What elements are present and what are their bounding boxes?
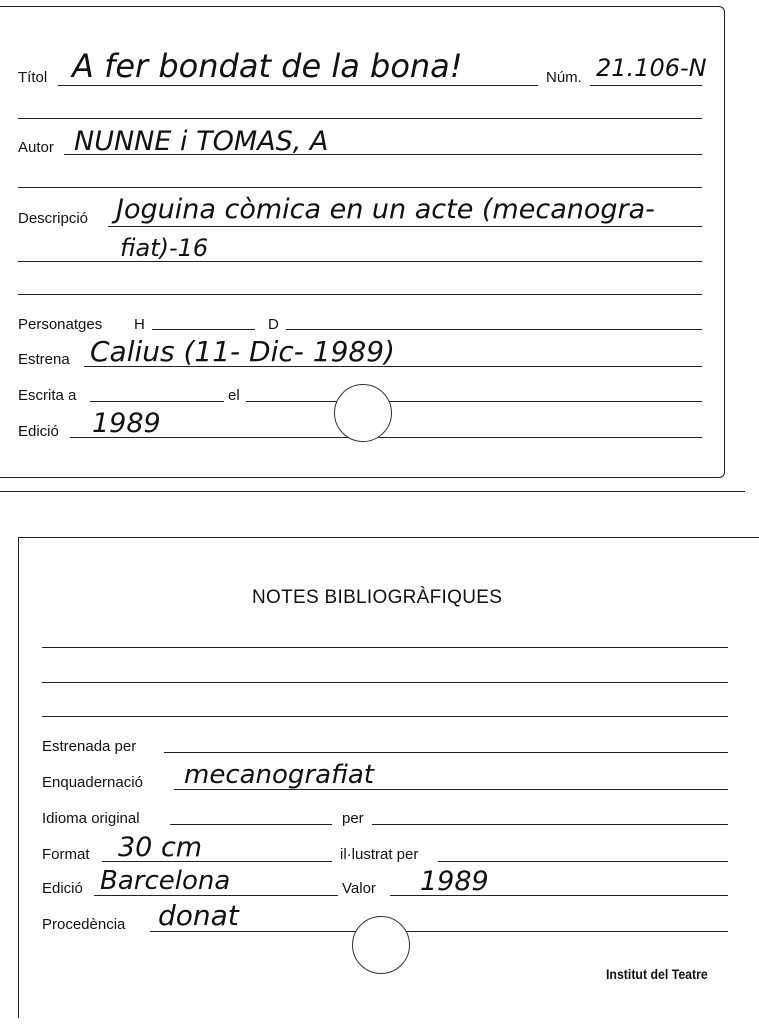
descripcio-value-2: fiat)-16 <box>120 234 209 262</box>
edicio-label: Edició <box>18 423 59 440</box>
procedencia-value: donat <box>158 899 239 932</box>
institution-name: Institut del Teatre <box>606 966 708 982</box>
personatges-label: Personatges <box>18 316 103 333</box>
procedencia-label: Procedència <box>42 916 126 933</box>
separator-line <box>0 491 745 492</box>
d-label: D <box>268 316 279 333</box>
per-label: per <box>342 810 364 827</box>
punch-hole <box>334 384 392 442</box>
notes-line <box>42 647 728 648</box>
illustrat-label: il·lustrat per <box>340 846 419 863</box>
idioma-line <box>170 824 332 825</box>
valor-label: Valor <box>342 880 376 897</box>
titol-value: A fer bondat de la bona! <box>72 47 463 85</box>
enquadernacio-label: Enquadernació <box>42 774 143 791</box>
card-title: NOTES BIBLIOGRÀFIQUES <box>252 587 503 608</box>
estrena-label: Estrena <box>18 351 70 368</box>
num-value: 21.106-N <box>596 54 707 82</box>
edicio2-value: Barcelona <box>100 866 231 896</box>
descripcio-value-1: Joguina còmica en un acte (mecanogra- <box>116 194 655 225</box>
format-value: 30 cm <box>118 832 203 863</box>
titol-line <box>58 85 538 86</box>
h-label: H <box>134 316 145 333</box>
escrita-label: Escrita a <box>18 387 77 404</box>
descripcio-label: Descripció <box>18 210 89 227</box>
titol-label: Títol <box>18 69 48 86</box>
notes-line <box>42 716 728 717</box>
el-label: el <box>228 387 240 404</box>
autor-label: Autor <box>18 139 54 156</box>
el-line <box>246 401 702 402</box>
notes-line <box>42 682 728 683</box>
blank-line <box>18 118 702 119</box>
d-line <box>286 329 702 330</box>
edicio-line <box>70 437 702 438</box>
punch-hole <box>352 916 410 974</box>
num-label: Núm. <box>546 69 582 86</box>
blank-line <box>18 187 702 188</box>
estrenada-label: Estrenada per <box>42 738 137 755</box>
blank-line <box>18 294 702 295</box>
idioma-label: Idioma original <box>42 810 140 827</box>
enquadernacio-value: mecanografiat <box>184 760 374 790</box>
h-line <box>152 329 255 330</box>
format-label: Format <box>42 846 90 863</box>
num-line <box>590 85 702 86</box>
estrenada-line <box>164 752 728 753</box>
estrena-value: Calius (11- Dic- 1989) <box>90 335 395 368</box>
edicio-value: 1989 <box>92 408 161 439</box>
autor-value: NUNNE i TOMAS, A <box>74 126 329 157</box>
illustrat-line <box>438 861 728 862</box>
per-line <box>372 824 728 825</box>
descripcio-line <box>108 226 702 227</box>
valor-value: 1989 <box>420 866 489 897</box>
escrita-line <box>90 401 224 402</box>
edicio2-label: Edició <box>42 880 83 897</box>
